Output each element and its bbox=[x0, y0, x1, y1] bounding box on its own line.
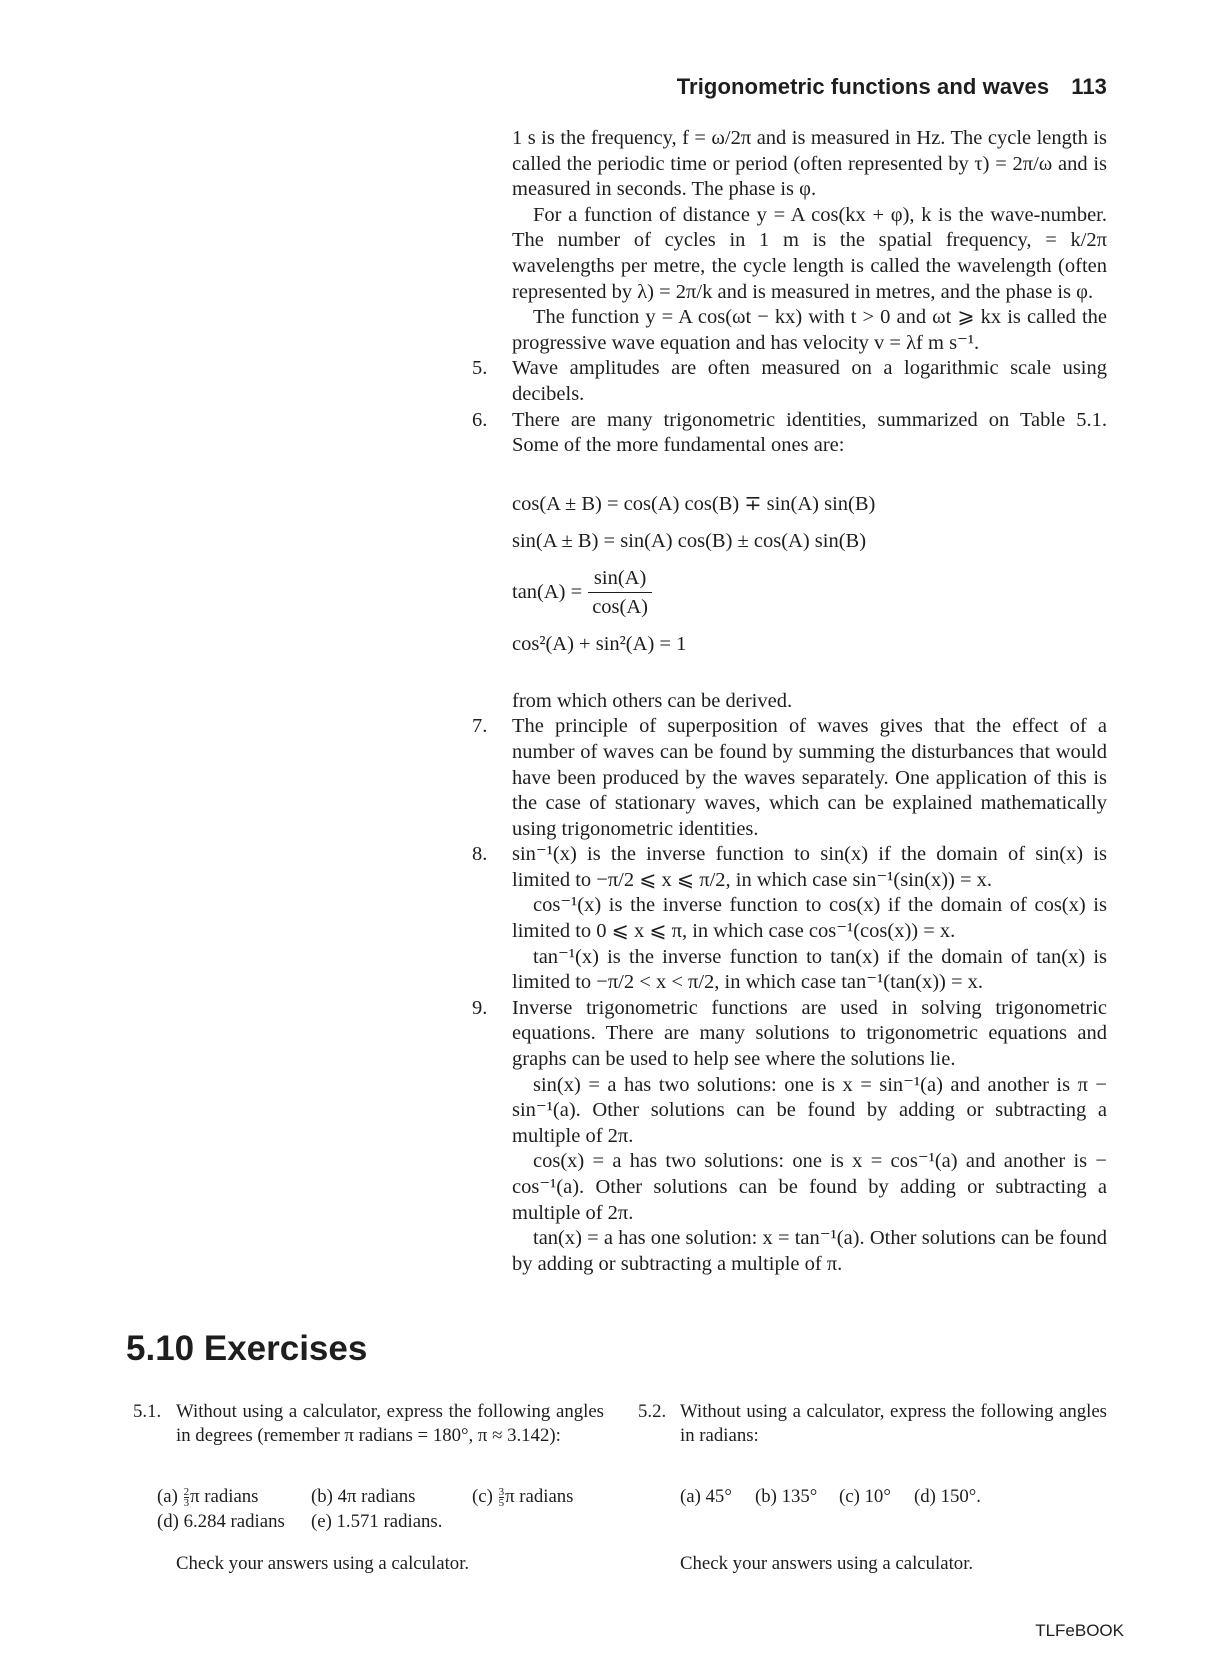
main-text bbox=[472, 126, 1107, 1277]
identities-block bbox=[512, 486, 1107, 663]
fraction bbox=[588, 564, 652, 621]
item-number: 7. bbox=[472, 715, 488, 738]
list-item bbox=[472, 714, 1107, 842]
list-item bbox=[472, 356, 1107, 407]
option-a: (a) $\frac{2}{3}$ π radians bbox=[157, 1486, 259, 1510]
check-note: Check your answers using a calculator. bbox=[680, 1553, 974, 1574]
watermark: TLFeBOOK bbox=[1035, 1621, 1124, 1640]
paragraph: The function y = A cos(ωt − kx) with t > 0 and ωt ⩾ kx is called the progressive wave equation and has velocity v = λf m s⁻¹. bbox=[512, 306, 1107, 354]
exercise-number: 5.2. bbox=[638, 1401, 667, 1422]
exercise-options bbox=[680, 1485, 1100, 1510]
header-title: Trigonometric functions and waves bbox=[676, 74, 1050, 99]
option-b: (b) 4π radians bbox=[311, 1486, 416, 1507]
page-number: 113 bbox=[1071, 74, 1107, 99]
exercise-text: Without using a calculator, express the following angles in radians: bbox=[680, 1401, 1107, 1446]
option-a: (a) 45° bbox=[680, 1486, 732, 1507]
running-header bbox=[677, 74, 1107, 100]
fraction: $\frac{2}{3}$ bbox=[183, 1486, 190, 1510]
paragraph: 1 s is the frequency, f = ω/2π and is measured in Hz. The cycle length is called the periodic time or period (often represented by τ) = 2π/ω and is measured in seconds. The phase is φ. bbox=[512, 127, 1107, 201]
exercise-number: 5.1. bbox=[133, 1401, 162, 1422]
paragraph: Inverse trigonometric functions are used in solving trigonometric equations. There are many solutions to trigonometric equations and graphs can be used to help see where the solutions lie. bbox=[512, 996, 1107, 1071]
list-item bbox=[472, 408, 1107, 459]
exercise-5-1 bbox=[133, 1400, 613, 1580]
paragraph: sin(x) = a has two solutions: one is x = sin⁻¹(a) and another is π − sin⁻¹(a). Other solutions can be found by adding or subtracting a multiple of 2π. bbox=[512, 1073, 1107, 1147]
item-number: 9. bbox=[472, 996, 488, 1019]
fraction: $\frac{3}{5}$ bbox=[498, 1486, 505, 1510]
check-note: Check your answers using a calculator. bbox=[176, 1553, 470, 1574]
numerator: sin(A) bbox=[588, 564, 652, 593]
options-row bbox=[157, 1485, 617, 1510]
list-item bbox=[472, 996, 1107, 1278]
equation bbox=[512, 560, 1107, 626]
paragraph: from which others can be derived. bbox=[512, 689, 793, 712]
equation: sin(A ± B) = sin(A) cos(B) ± cos(A) sin(B) bbox=[512, 529, 867, 552]
denominator: cos(A) bbox=[592, 596, 648, 619]
option-d: (d) 150°. bbox=[914, 1486, 981, 1507]
options-row bbox=[680, 1485, 1100, 1510]
paragraph: tan⁻¹(x) is the inverse function to tan(x) if the domain of tan(x) is limited to −π/2 < x < π/2, in which case tan⁻¹(tan(x)) = x. bbox=[512, 945, 1107, 994]
paragraph: sin⁻¹(x) is the inverse function to sin(x) if the domain of sin(x) is limited to −π/2 ⩽ x ⩽ π/2, in which case sin⁻¹(sin(x)) = x. bbox=[512, 843, 1107, 891]
paragraph: cos⁻¹(x) is the inverse function to cos(x) if the domain of cos(x) is limited to 0 ⩽ x ⩽ π, in which case cos⁻¹(cos(x)) = x. bbox=[512, 894, 1107, 943]
option-d: (d) 6.284 radians bbox=[157, 1511, 285, 1532]
paragraph: cos(x) = a has two solutions: one is x = cos⁻¹(a) and another is − cos⁻¹(a). Other solutions can be found by adding or subtracting a multiple of 2π. bbox=[512, 1150, 1107, 1224]
option-b: (b) 135° bbox=[755, 1486, 818, 1507]
paragraph: For a function of distance y = A cos(kx + φ), k is the wave-number. The number of cycles in 1 m is the spatial frequency, = k/2π wavelengths per metre, the cycle length is called the wavelength (often represented by λ) = 2π/k and is measured in metres, and the phase is φ. bbox=[512, 203, 1107, 303]
paragraph: The principle of superposition of waves gives that the effect of a number of waves can be found by summing the disturbances that would have been produced by the waves separately. One application of this is the case of stationary waves, which can be explained mathematically using trigonometric identities. bbox=[512, 715, 1107, 840]
item-number: 5. bbox=[472, 357, 488, 380]
option-c: (c) 10° bbox=[839, 1486, 891, 1507]
exercise-options bbox=[157, 1485, 617, 1535]
item-number: 8. bbox=[472, 843, 488, 866]
exercise-text: Without using a calculator, express the following angles in degrees (remember π radians = 180°, π ≈ 3.142): bbox=[176, 1401, 604, 1446]
equation: cos(A ± B) = cos(A) cos(B) ∓ sin(A) sin(B) bbox=[512, 492, 876, 515]
option-c: (c) $\frac{3}{5}$ π radians bbox=[472, 1486, 574, 1510]
options-row bbox=[157, 1510, 617, 1535]
option-e: (e) 1.571 radians. bbox=[311, 1511, 443, 1532]
equation: cos²(A) + sin²(A) = 1 bbox=[512, 632, 687, 655]
exercise-5-2 bbox=[638, 1400, 1113, 1580]
paragraph: tan(x) = a has one solution: x = tan⁻¹(a). Other solutions can be found by adding or subtracting a multiple of π. bbox=[512, 1227, 1107, 1275]
equation-lhs: tan(A) = bbox=[512, 581, 583, 604]
paragraph: Wave amplitudes are often measured on a logarithmic scale using decibels. bbox=[512, 357, 1107, 405]
paragraph: There are many trigonometric identities, summarized on Table 5.1. Some of the more fundamental ones are: bbox=[512, 408, 1107, 457]
section-heading: 5.10 Exercises bbox=[126, 1329, 368, 1368]
list-item bbox=[512, 126, 1107, 356]
item-number: 6. bbox=[472, 408, 488, 431]
list-item bbox=[472, 842, 1107, 996]
